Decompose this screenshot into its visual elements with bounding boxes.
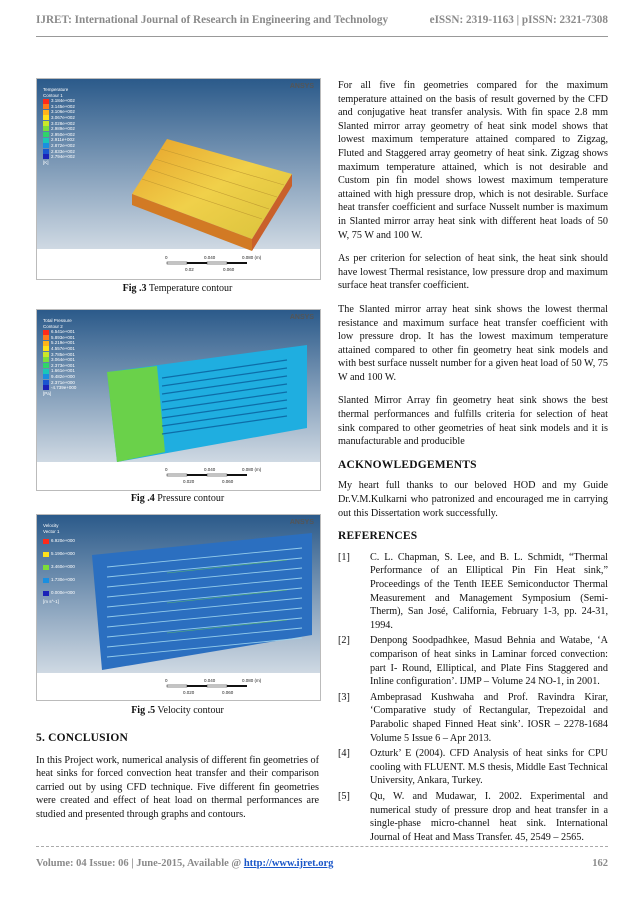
legend-value: 0.000e+000 bbox=[51, 590, 75, 596]
legend-swatch bbox=[43, 341, 49, 346]
caption-fig4-num: Fig .4 bbox=[130, 493, 155, 504]
legend-swatch bbox=[43, 149, 49, 154]
reference-number: [3] bbox=[338, 691, 350, 703]
legend-entry bbox=[43, 573, 75, 586]
caption-fig3 bbox=[36, 283, 319, 294]
legend-value: 5.190e+000 bbox=[51, 551, 75, 557]
legend-value: 4.557e+001 bbox=[51, 345, 75, 351]
ansys-logo: ANSYS bbox=[289, 314, 314, 321]
legend-swatch bbox=[43, 99, 49, 104]
legend-value: 3.460e+000 bbox=[51, 564, 75, 570]
legend-value: -4.739e+000 bbox=[51, 385, 77, 391]
legend-value: 2.371e+000 bbox=[51, 379, 75, 385]
legend-swatch bbox=[43, 374, 49, 379]
legend-entry bbox=[43, 154, 75, 160]
right-column bbox=[338, 79, 608, 846]
scale-sub-0: 0.020 bbox=[183, 479, 195, 484]
pressure-contour-image bbox=[37, 310, 320, 490]
acknowledgements-paragraph: My heart full thanks to our beloved HOD and my Guide Dr.V.M.Kulkarni who patronized and encouraged me in carrying out this Dissertation work successfully. bbox=[338, 480, 608, 519]
page-footer bbox=[36, 858, 608, 869]
reference-item bbox=[338, 691, 608, 745]
scale-sub-1: 0.060 bbox=[222, 479, 234, 484]
legend-unit: [Pa] bbox=[43, 390, 52, 396]
legend-value: 2.373e+001 bbox=[51, 362, 75, 368]
caption-fig3-num: Fig .3 bbox=[122, 283, 147, 294]
scale-label-2: 0.080 (m) bbox=[242, 678, 262, 683]
figure-velocity-contour bbox=[36, 514, 321, 701]
legend-entry bbox=[43, 547, 75, 560]
scale-sub-1: 0.060 bbox=[222, 690, 234, 695]
legend-swatch bbox=[43, 363, 49, 368]
issn: eISSN: 2319-1163 | pISSN: 2321-7308 bbox=[429, 14, 608, 26]
legend-swatch bbox=[43, 385, 49, 390]
caption-fig5-num: Fig .5 bbox=[131, 705, 156, 716]
velocity-legend bbox=[43, 523, 75, 605]
legend-swatch bbox=[43, 352, 49, 357]
legend-value: 3.184e+002 bbox=[51, 98, 75, 104]
page-number: 162 bbox=[592, 858, 608, 869]
conclusion-section bbox=[36, 732, 319, 832]
footer-url-link[interactable]: http://www.ijret.org bbox=[243, 858, 334, 869]
legend-value: 2.833e+002 bbox=[51, 148, 75, 154]
scale-label-0: 0 bbox=[165, 467, 168, 472]
legend-value: 3.028e+002 bbox=[51, 120, 75, 126]
legend-swatch bbox=[43, 380, 49, 385]
legend-value: 3.067e+002 bbox=[51, 114, 75, 120]
legend-swatch bbox=[43, 330, 49, 335]
paragraph-results: For all five fin geometries compared for the maximum temperature attained on the basis of result governed by the CFD and conjugative heat transfer analysis. With fin space 2.8 mm Slanted mirror array geometry of heat sink model shows that lowest maximum temperature attained compared to Zigzag, Fluted and Staggered array geometry of heat sink. Zigzag shows maximum temperature attained, which is not desirable and Custom pin fin model shows lowest maximum temperature attained with high pressure drop, which is not desirable. Surface heat transfer coefficient and surface Nusselt number is maximum in Slanted mirror array heat sink with different heat loads of 50 W, 75 W and 100 W. bbox=[338, 80, 608, 241]
reference-text: Ozturk’ E (2004). CFD Analysis of heat sinks for CPU cooling with FLUENT. M.S thesis, Middle East Technical University, Ankara, Turkey. bbox=[370, 748, 608, 787]
figure-temperature-contour bbox=[36, 78, 321, 280]
reference-text: Qu, W. and Mudawar, I. 2002. Experimental and numerical study of pressure drop and heat transfer in a single-phase micro-channel heat sink. International Journal of Heat and Mass Transfer. 45, 2549 – 2565. bbox=[370, 790, 608, 843]
legend-entry bbox=[43, 560, 75, 573]
velocity-contour-image bbox=[37, 515, 320, 700]
scale-label-0: 0 bbox=[165, 255, 168, 260]
legend-swatch bbox=[43, 138, 49, 143]
legend-swatch bbox=[43, 335, 49, 340]
scale-label-1: 0.040 bbox=[204, 467, 216, 472]
paragraph-criterion: As per criterion for selection of heat sink, the heat sink should have lowest Thermal resistance, low pressure drop and maximum surface heat transfer coefficient. bbox=[338, 253, 608, 292]
caption-fig5 bbox=[36, 705, 319, 716]
reference-item bbox=[338, 551, 608, 633]
legend-value: 9.482e+000 bbox=[51, 373, 75, 379]
reference-number: [1] bbox=[338, 551, 350, 563]
legend-value: 2.872e+002 bbox=[51, 142, 75, 148]
reference-number: [4] bbox=[338, 748, 350, 760]
scale-sub-0: 0.020 bbox=[183, 690, 195, 695]
legend-entry bbox=[43, 385, 76, 391]
legend-entry bbox=[43, 534, 75, 547]
reference-text: Ambeprasad Kushwaha and Prof. Ravindra Kirar, ‘Comparative study of Rectangular, Trepezoidal and Parabolic shaped Finned Heat sink’. IOSR – 2278-1684 Volume 5 Issue 6 – Apr 2013. bbox=[370, 691, 608, 744]
references-list bbox=[338, 551, 608, 844]
paragraph-slanted: The Slanted mirror array heat sink shows the lowest thermal resistance and maximum surface heat transfer coefficient with low pressure drop. It has the lowest maximum temperature attained compared to other fin geometry heat sink models and with best surface nusselt number for a given heat load of 50 W, 75 W and 100 W. bbox=[338, 303, 608, 383]
legend-swatch bbox=[43, 591, 49, 596]
scale-label-1: 0.040 bbox=[204, 255, 216, 260]
caption-fig3-text: Temperature contour bbox=[148, 283, 233, 294]
legend-value: 6.920e+000 bbox=[51, 538, 75, 544]
legend-swatch bbox=[43, 346, 49, 351]
acknowledgements-heading: ACKNOWLEDGEMENTS bbox=[338, 458, 477, 471]
reference-item bbox=[338, 790, 608, 844]
legend-value: 6.541e+001 bbox=[51, 329, 75, 335]
scale-label-2: 0.080 (m) bbox=[242, 467, 262, 472]
page-header bbox=[36, 14, 608, 36]
legend-swatch bbox=[43, 115, 49, 120]
caption-fig5-text: Velocity contour bbox=[157, 705, 224, 716]
conclusion-paragraph: In this Project work, numerical analysis of different fin geometries of heat sinks for forced convection heat transfer and their comparison carried out by using CFD technique. Five different fin geometries were created and effect of heat load on thermal performances are studied and presented through graphs and contours. bbox=[36, 754, 319, 820]
pressure-legend bbox=[43, 318, 76, 396]
legend-value: 2.950e+002 bbox=[51, 131, 75, 137]
legend-value: 5.219e+001 bbox=[51, 340, 75, 346]
legend-swatch bbox=[43, 121, 49, 126]
caption-fig4-text: Pressure contour bbox=[157, 493, 225, 504]
legend-swatch bbox=[43, 578, 49, 583]
reference-number: [5] bbox=[338, 790, 350, 802]
reference-item bbox=[338, 634, 608, 688]
reference-text: Denpong Soodpadhkee, Masud Behnia and Watabe, ‘A comparison of heat sinks in Laminar forced convection: part I- Round, Elliptical, and Plate Fins Staggered and Inline configuration’. IJMP – Volume 24 NO-1, in 2001. bbox=[370, 635, 608, 688]
legend-swatch bbox=[43, 154, 49, 159]
legend-swatch bbox=[43, 552, 49, 557]
legend-swatch bbox=[43, 132, 49, 137]
legend-value: 3.145e+002 bbox=[51, 103, 75, 109]
legend-title: Total Pressure Contour 2 bbox=[43, 318, 72, 329]
reference-item bbox=[338, 747, 608, 788]
legend-swatch bbox=[43, 565, 49, 570]
header-rule bbox=[36, 36, 608, 37]
scale-sub-0: 0.02 bbox=[185, 267, 194, 272]
legend-swatch bbox=[43, 126, 49, 131]
legend-unit: [K] bbox=[43, 159, 49, 165]
legend-swatch bbox=[43, 110, 49, 115]
legend-swatch bbox=[43, 539, 49, 544]
legend-unit: [m s^-1] bbox=[43, 599, 59, 605]
legend-title: Velocity Vector 1 bbox=[43, 523, 60, 534]
scale-label-1: 0.040 bbox=[204, 678, 216, 683]
scale-label-0: 0 bbox=[165, 678, 168, 683]
temperature-legend bbox=[43, 87, 75, 165]
legend-value: 3.785e+001 bbox=[51, 351, 75, 357]
legend-value: 5.893e+001 bbox=[51, 334, 75, 340]
reference-number: [2] bbox=[338, 635, 350, 647]
scale-sub-1: 0.060 bbox=[223, 267, 235, 272]
references-heading: REFERENCES bbox=[338, 530, 418, 543]
legend-value: 2.911e+002 bbox=[51, 137, 75, 143]
footer-volume: Volume: 04 Issue: 06 | June-2015, Available @ bbox=[36, 858, 244, 869]
legend-value: 2.794e+002 bbox=[51, 154, 75, 160]
ansys-logo: ANSYS bbox=[289, 519, 314, 526]
legend-value: 1.661e+001 bbox=[51, 368, 75, 374]
conclusion-heading: 5. CONCLUSION bbox=[36, 732, 129, 744]
legend-value: 1.730e+000 bbox=[51, 577, 75, 583]
temperature-contour-image bbox=[37, 79, 320, 279]
legend-entry bbox=[43, 586, 75, 599]
legend-value: 3.106e+002 bbox=[51, 109, 75, 115]
legend-value: 2.989e+002 bbox=[51, 126, 75, 132]
footer-rule bbox=[36, 846, 608, 847]
ansys-logo: ANSYS bbox=[289, 83, 314, 90]
scale-label-2: 0.080 (m) bbox=[242, 255, 262, 260]
legend-swatch bbox=[43, 143, 49, 148]
legend-title: Temperature Contour 1 bbox=[43, 87, 69, 98]
reference-text: C. L. Chapman, S. Lee, and B. L. Schmidt, “Thermal Performance of an Elliptical Pin Fin Heat sink,” Proceedings of the Tenth IEEE Semiconductor Thermal Measurement and Management Symposium (Semi-Therm), San José, California, February 1-3, pp. 24-31, 1994. bbox=[370, 551, 608, 631]
legend-swatch bbox=[43, 369, 49, 374]
journal-name: IJRET: International Journal of Research in Engineering and Technology bbox=[36, 14, 389, 26]
caption-fig4 bbox=[36, 493, 319, 504]
figure-pressure-contour bbox=[36, 309, 321, 491]
paragraph-summary: Slanted Mirror Array fin geometry heat sink shows the best thermal performances and fulfills criteria for selection of heat sink compared to other geometries of heat sink models and it is manufacturable and producible bbox=[338, 395, 608, 448]
legend-value: 3.064e+001 bbox=[51, 357, 75, 363]
legend-swatch bbox=[43, 357, 49, 362]
legend-swatch bbox=[43, 104, 49, 109]
